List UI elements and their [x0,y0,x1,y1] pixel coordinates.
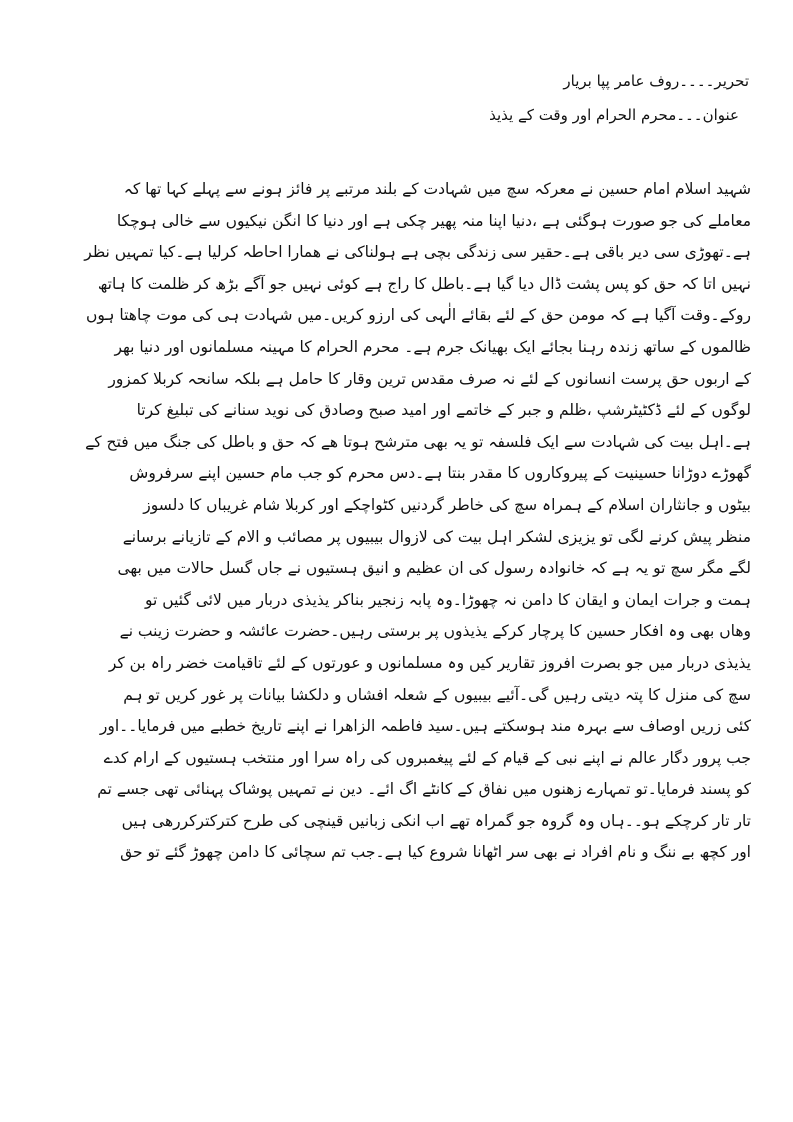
body-line: وھاں بھی وہ افکار حسین کا پرچار کرکے یذیذوں پر برستی رہیں۔حضرت عائشہ و حضرت زینب نے [119,622,751,641]
body-line: شہید اسلام امام حسین نے معرکہ سچ میں شہادت کے بلند مرتبے پر فائز ہونے سے پہلے کہا تھا کہ [123,180,751,198]
body-line: معاملے کی جو صورت ہوگئی ہے ،دنیا اپنا منہ پھیر چکی ہے اور دنیا کا انگن نیکیوں سے خالی ہوچکا [116,211,751,230]
body-line: بیٹوں و جانثاران اسلام کے ہمراہ سچ کی خاطر گردنیں کٹواچکے اور کربلا شام غریباں کا دلسوز [143,495,751,514]
body-line: سچ کی منزل کا پتہ دیتی رہیں گی۔آئیے بیبیوں کے شعلہ افشاں و دلکشا بیانات پر غور کریں تو ہم [123,685,751,704]
body-line: ہے۔اہل بیت کی شہادت سے ایک فلسفہ تو یہ بھی مترشح ہوتا ھے کہ حق و باطل کی جنگ میں فتح کے [85,432,751,451]
body-line: روکے۔وقت آگیا ہے کہ مومن حق کے لئے بقائے الٰہی کی ارزو کریں۔میں شہادت ہی کی موت چاھتا ہوں [86,306,751,325]
document-header [49,64,749,132]
body-line: ہے۔تھوڑی سی دیر باقی ہے۔حقیر سی زندگی بچی ہے ہولناکی نے ھمارا احاطہ کرلیا ہے۔کیا تمہیں نظر [84,243,751,262]
article-title: عنوان۔۔۔محرم الحرام اور وقت کے یذیذ [489,106,739,124]
body-line: جب پرور دگار عالم نے اپنے نبی کے قیام کے لئے پیغمبروں کی راہ سرا اور منتخب ہستیوں کے ارام کدے [103,748,751,767]
body-line: لوگوں کے لئے ڈکٹیٹرشپ ،ظلم و جبر کے خاتمے اور امید صبح وصادق کی نوید سنانے کی تبلیغ کرتا [136,401,751,420]
body-line: تار تار کرچکے ہو۔۔ہاں وہ گروہ جو گمراہ تھے اب انکی زبانیں قینچی کی طرح کترکترکررھی ہیں [121,811,751,830]
body-line: منظر پیش کرنے لگی تو یزیزی لشکر اہل بیت کی لازوال بیبیوں پر مصائب و الام کے تازیانے برسانے [122,527,751,546]
body-line: لگے مگر سچ تو یہ ہے کہ خانوادہ رسول کی ان عظیم و انیق ہستیوں نے جاں گسل حالات میں بھی [117,559,751,578]
body-line: کے اربوں حق پرست انسانوں کے لئے نہ صرف مقدس ترین وقار کا حامل ہے بلکہ سانحہ کربلا کمزور [108,369,751,388]
body-line: کئی زریں اوصاف سے بہرہ مند ہوسکتے ہیں۔سید فاطمہ الزاھرا نے اپنے تاریخ خطبے میں فرمایا۔۔اور [99,717,751,736]
body-line: نہیں اتا کہ حق کو پس پشت ڈال دیا گیا ہے۔باطل کا راج ہے کوئی نہیں جو آگے بڑھ کر ظلمت کا ہاتھ [97,274,751,293]
article-body [41,174,751,869]
body-line: گھوڑے دوڑانا حسینیت کے پیروکاروں کا مقدر بنتا ہے۔دس محرم کو جب مام حسین اپنے سرفروش [129,464,751,483]
body-line: ہمت و جرات ایمان و ایقان کا دامن نہ چھوڑا۔وہ پابہ زنجیر بناکر یذیذی دربار میں لائی گئیں تو [145,590,751,609]
body-line: کو پسند فرمایا۔تو تمہارے زھنوں میں نفاق کے کانٹے اگ ائے۔ دین نے تمہیں پوشاک پہنائی تھی جسے تم [97,780,751,799]
author-line: تحریر۔۔۔۔روف عامر پپا بریار [563,72,749,90]
body-line: یذیذی دربار میں جو بصرت افروز تقاریر کیں وہ مسلمانوں و عورتوں کے لئے تاقیامت خضر راہ بن کر [108,653,751,672]
body-line: اور کچھ بے ننگ و نام افراد نے بھی سر اٹھانا شروع کیا ہے۔جب تم سچائی کا دامن چھوڑ گئے تو حق [120,843,751,862]
body-line: ظالموں کے ساتھ زندہ رہنا بجائے ایک بھیانک جرم ہے۔ محرم الحرام کا مہینہ مسلمانوں اور دنیا بھر [114,337,751,356]
